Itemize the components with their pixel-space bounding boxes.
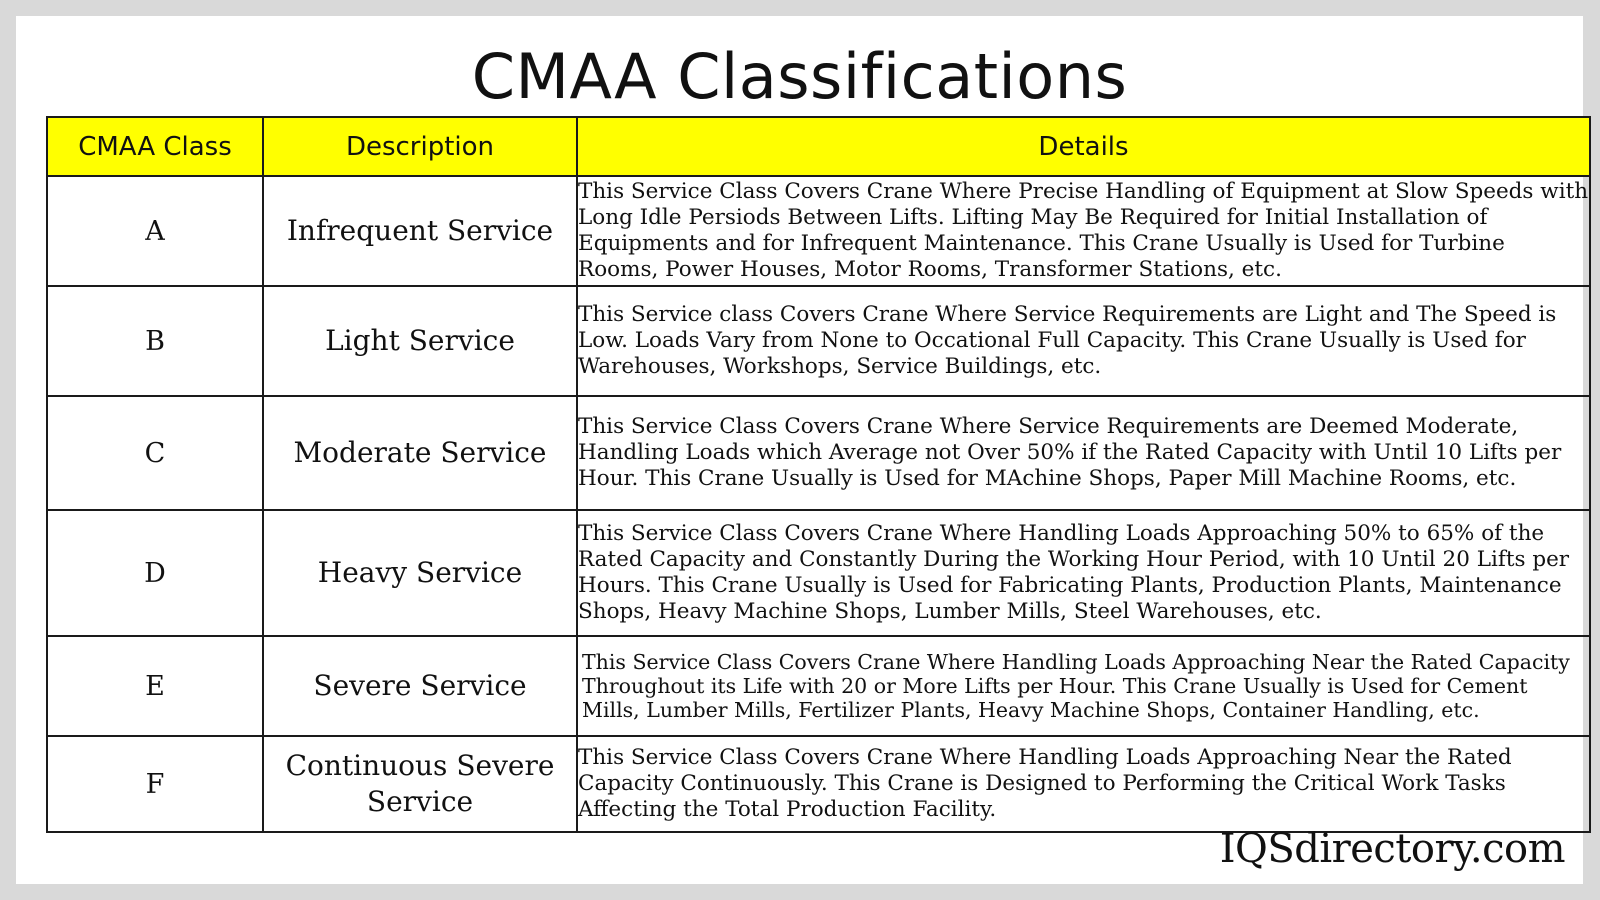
class-cell: A	[47, 176, 263, 286]
iqsdirectory-logo: IQSdirectory.com	[1219, 826, 1565, 872]
description-cell: Continuous Severe Service	[263, 736, 577, 832]
class-cell: E	[47, 636, 263, 736]
page-title: CMAA Classifications	[471, 40, 1128, 113]
details-cell: This Service class Covers Crane Where Service Requirements are Light and The Speed is Low. Loads Vary from None to Occational Full Capacity. This Crane Usually is Used for Warehouses, Workshops, Service Buildings, etc.	[577, 286, 1590, 396]
details-cell: This Service Class Covers Crane Where Handling Loads Approaching Near the Rated Capacity Continuously. This Crane is Designed to Performing the Critical Work Tasks Affecting the Total Production Facility.	[577, 736, 1590, 832]
table-row	[47, 736, 1590, 832]
table-row	[47, 176, 1590, 286]
cmaa-classifications-table	[46, 116, 1591, 833]
table-row	[47, 636, 1590, 736]
description-cell: Light Service	[263, 286, 577, 396]
description-cell: Severe Service	[263, 636, 577, 736]
class-cell: F	[47, 736, 263, 832]
table-row	[47, 286, 1590, 396]
details-cell: This Service Class Covers Crane Where Handling Loads Approaching Near the Rated Capacity Throughout its Life with 20 or More Lifts per Hour. This Crane Usually is Used for Cement Mills, Lumber Mills, Fertilizer Plants, Heavy Machine Shops, Container Handling, etc.	[577, 636, 1590, 736]
infographic-card	[16, 16, 1589, 884]
description-cell: Moderate Service	[263, 396, 577, 510]
description-cell: Heavy Service	[263, 510, 577, 636]
description-cell: Infrequent Service	[263, 176, 577, 286]
header-description: Description	[263, 117, 577, 176]
class-cell: B	[47, 286, 263, 396]
header-details: Details	[577, 117, 1590, 176]
details-cell: This Service Class Covers Crane Where Service Requirements are Deemed Moderate, Handling Loads which Average not Over 50% if the Rated Capacity with Until 10 Lifts per Hour. This Crane Usually is Used for MAchine Shops, Paper Mill Machine Rooms, etc.	[577, 396, 1590, 510]
table-header-row	[47, 117, 1590, 176]
header-cmaa-class: CMAA Class	[47, 117, 263, 176]
details-cell: This Service Class Covers Crane Where Handling Loads Approaching 50% to 65% of the Rated Capacity and Constantly During the Working Hour Period, with 10 Until 20 Lifts per Hours. This Crane Usually is Used for Fabricating Plants, Production Plants, Maintenance Shops, Heavy Machine Shops, Lumber Mills, Steel Warehouses, etc.	[577, 510, 1590, 636]
details-cell: This Service Class Covers Crane Where Precise Handling of Equipment at Slow Speeds with Long Idle Persiods Between Lifts. Lifting May Be Required for Initial Installation of Equipments and for Infrequent Maintenance. This Crane Usually is Used for Turbine Rooms, Power Houses, Motor Rooms, Transformer Stations, etc.	[577, 176, 1590, 286]
table-row	[47, 396, 1590, 510]
table-row	[47, 510, 1590, 636]
class-cell: D	[47, 510, 263, 636]
class-cell: C	[47, 396, 263, 510]
